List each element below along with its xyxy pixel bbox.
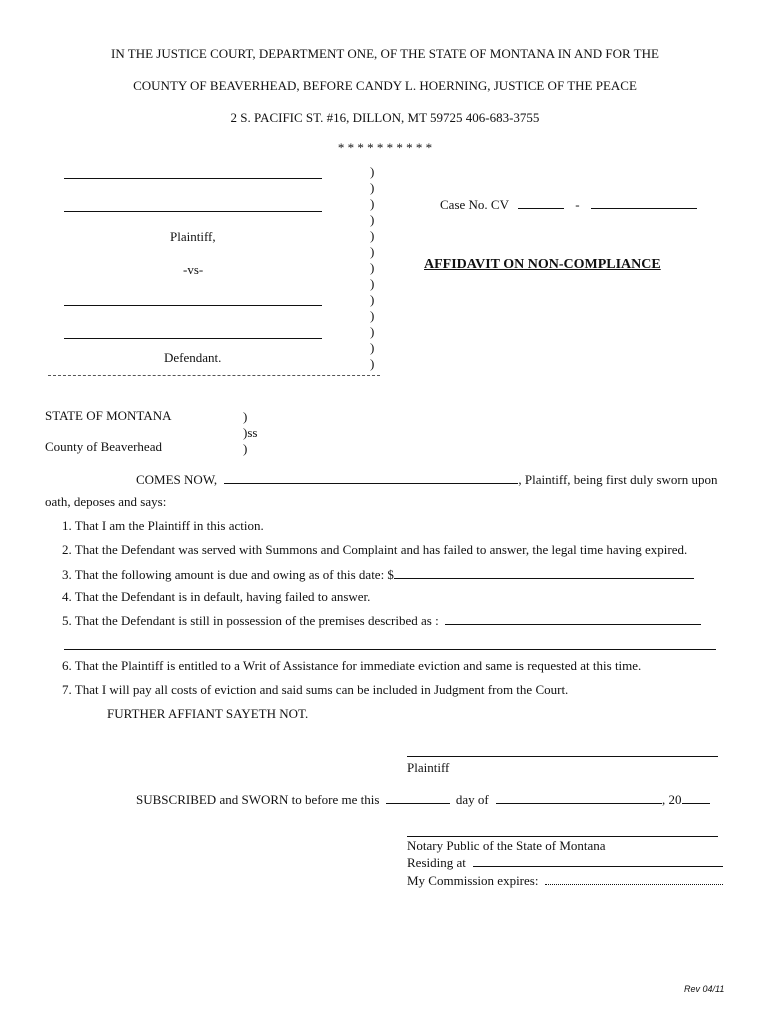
affidavit-item-7: 7. That I will pay all costs of eviction and said sums can be included in Judgment from the Court. bbox=[62, 682, 569, 697]
premises-description-line-2[interactable] bbox=[64, 649, 716, 650]
court-address: 2 S. PACIFIC ST. #16, DILLON, MT 59725 406-683-3755 bbox=[230, 110, 540, 125]
notary-label: Notary Public of the State of Montana bbox=[407, 838, 606, 853]
defendant-label: Defendant. bbox=[164, 350, 222, 365]
case-number bbox=[440, 196, 697, 213]
separator-stars: * * * * * * * * * * bbox=[337, 140, 433, 155]
oath-text: oath, deposes and says: bbox=[45, 494, 167, 509]
comes-now-label: COMES NOW, bbox=[136, 472, 218, 487]
notary-signature-line[interactable] bbox=[407, 836, 718, 837]
defendant-name-line-2[interactable] bbox=[64, 338, 322, 339]
year-prefix-label: , 20 bbox=[662, 792, 682, 807]
affidavit-item-4: 4. That the Defendant is in default, having failed to answer. bbox=[62, 589, 371, 604]
affidavit-item-5-text: 5. That the Defendant is still in possession of the premises described as : bbox=[62, 613, 439, 628]
comes-now-line bbox=[136, 471, 718, 488]
commission-expires-field[interactable] bbox=[545, 872, 723, 885]
sworn-day-field[interactable] bbox=[386, 791, 450, 804]
caption-paren: ) bbox=[370, 164, 375, 179]
case-number-field[interactable] bbox=[591, 196, 697, 209]
venue-county: County of Beaverhead bbox=[45, 439, 162, 454]
plaintiff-name-field[interactable] bbox=[224, 471, 518, 484]
plaintiff-name-line-1[interactable] bbox=[64, 178, 322, 179]
caption-paren: ) bbox=[370, 196, 375, 211]
plaintiff-signature-line[interactable] bbox=[407, 756, 718, 757]
affidavit-item-3 bbox=[62, 566, 694, 583]
caption-paren: ) bbox=[370, 228, 375, 243]
venue-paren: ) bbox=[243, 441, 248, 456]
commission-expires-line bbox=[407, 872, 723, 889]
case-number-dash: - bbox=[575, 197, 580, 212]
case-number-label: Case No. CV bbox=[440, 197, 509, 212]
caption-paren: ) bbox=[370, 324, 375, 339]
caption-paren: ) bbox=[370, 180, 375, 195]
commission-expires-label: My Commission expires: bbox=[407, 873, 539, 888]
revision-label: Rev 04/11 bbox=[684, 984, 725, 994]
comes-now-tail: , Plaintiff, being first duly sworn upon bbox=[518, 472, 718, 487]
premises-description-field[interactable] bbox=[445, 612, 701, 625]
affidavit-item-1: 1. That I am the Plaintiff in this action. bbox=[62, 518, 264, 533]
sworn-month-field[interactable] bbox=[496, 791, 662, 804]
court-header-line-1: IN THE JUSTICE COURT, DEPARTMENT ONE, OF THE STATE OF MONTANA IN AND FOR THE bbox=[111, 46, 659, 61]
vs-label: -vs- bbox=[183, 262, 204, 277]
court-header-line-2: COUNTY OF BEAVERHEAD, BEFORE CANDY L. HOERNING, JUSTICE OF THE PEACE bbox=[133, 78, 637, 93]
venue-state: STATE OF MONTANA bbox=[45, 408, 172, 423]
caption-paren: ) bbox=[370, 308, 375, 323]
residing-at-field[interactable] bbox=[473, 854, 723, 867]
venue-ss: )ss bbox=[243, 425, 258, 440]
affidavit-item-6: 6. That the Plaintiff is entitled to a Writ of Assistance for immediate eviction and same is requested at this time. bbox=[62, 658, 642, 673]
affidavit-item-5 bbox=[62, 612, 701, 629]
affidavit-item-2: 2. That the Defendant was served with Summons and Complaint and has failed to answer, the legal time having expired. bbox=[62, 542, 688, 557]
caption-paren: ) bbox=[370, 244, 375, 259]
caption-paren: ) bbox=[370, 260, 375, 275]
defendant-name-line-1[interactable] bbox=[64, 305, 322, 306]
further-affiant-text: FURTHER AFFIANT SAYETH NOT. bbox=[107, 706, 309, 721]
affidavit-item-3-text: 3. That the following amount is due and owing as of this date: $ bbox=[62, 567, 394, 582]
case-number-year-field[interactable] bbox=[518, 196, 564, 209]
plaintiff-signature-label: Plaintiff bbox=[407, 760, 450, 775]
caption-paren: ) bbox=[370, 356, 375, 371]
residing-at-label: Residing at bbox=[407, 855, 466, 870]
residing-at-line bbox=[407, 854, 723, 871]
subscribed-sworn-label: SUBSCRIBED and SWORN to before me this bbox=[136, 792, 380, 807]
amount-due-field[interactable] bbox=[394, 566, 694, 579]
caption-paren: ) bbox=[370, 276, 375, 291]
caption-paren: ) bbox=[370, 212, 375, 227]
document-title: AFFIDAVIT ON NON-COMPLIANCE bbox=[424, 257, 661, 272]
caption-paren: ) bbox=[370, 340, 375, 355]
caption-paren: ) bbox=[370, 292, 375, 307]
subscribed-sworn-line bbox=[136, 791, 710, 808]
plaintiff-label: Plaintiff, bbox=[170, 229, 216, 244]
sworn-year-field[interactable] bbox=[682, 791, 710, 804]
venue-paren: ) bbox=[243, 409, 248, 424]
plaintiff-name-line-2[interactable] bbox=[64, 211, 322, 212]
caption-divider bbox=[48, 375, 380, 376]
day-of-label: day of bbox=[455, 792, 489, 807]
